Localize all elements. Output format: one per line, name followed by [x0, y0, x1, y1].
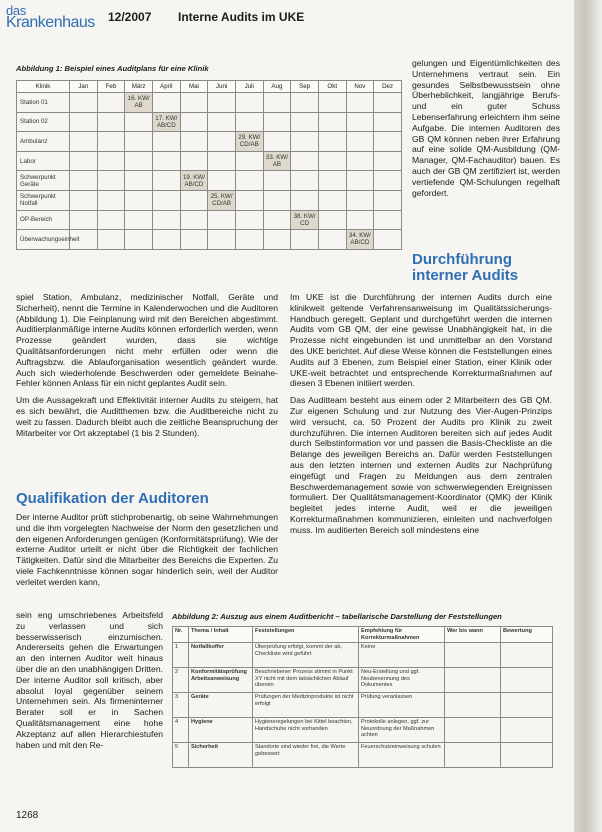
plan-column-header: Juli: [235, 81, 263, 93]
plan-column-header: Feb: [97, 81, 125, 93]
findings-cell-fest: Hygieneregelungen bei Kittel beachten, Handschuhe nicht vorhanden: [253, 718, 359, 743]
findings-cell-empf: Keine: [359, 643, 445, 668]
left-paragraph-1: spiel Station, Ambulanz, medizinischer Notfall, Geräte und Sicherheit), nennt die Termine in Kalenderwochen und die Auditoren (Abbildung 1). Die Feinplanung wird mit den Bereichen abgestimmt. Auditierplanmäßige interne Audits können erforderlich werden, wenn Prozesse geändert wurden, dass sie wichtige Qualitätsanforderungen nicht mehr erfüllen oder wenn die Auftragsbzw. die Ablauforganisation wesentlich geändert wurde. Auch sich wiederholende Beschwerden oder gemeldete Beinahe-Fehler können Anlass für ein nicht geplantes Audit sein.: [16, 292, 278, 389]
findings-cell-wer: [445, 718, 501, 743]
findings-column-header: Nr.: [173, 627, 189, 643]
plan-audit-slot: 38. KW/ CD: [291, 210, 319, 230]
plan-empty-cell: [70, 132, 98, 152]
plan-empty-cell: [208, 112, 236, 132]
plan-empty-cell: [152, 190, 180, 210]
right-paragraph-1: Im UKE ist die Durchführung der internen Audits durch eine klinikweit geltende Verfahrensanweisung im Qualitätssicherungs-Handbuch geregelt. Geplant und durchgeführt werden die internen Audits vom GB QM, der eine gewisse Unabhängigkeit hat, in die Prozesse nicht eingebunden ist und unmittelbar an den Vorstand des UKE berichtet. Auf diese Weise können die Feststellungen eines Audits auf 3 Ebenen, zum Beispiel einer Station, einer Klinik oder UKE-weit betrachtet und entsprechende Korrekturmaßnahmen auf diesen 3 Ebenen initiiert werden.: [290, 292, 552, 389]
plan-empty-cell: [374, 112, 402, 132]
plan-empty-cell: [70, 210, 98, 230]
findings-row: [173, 643, 553, 668]
plan-column-header: März: [125, 81, 153, 93]
magazine-logo: [6, 4, 95, 31]
plan-row: [17, 93, 402, 113]
findings-cell-bew: [501, 693, 553, 718]
plan-empty-cell: [152, 151, 180, 171]
plan-empty-cell: [374, 190, 402, 210]
plan-row: [17, 151, 402, 171]
left-paragraph-3: Der interne Auditor prüft stichprobenartig, ob seine Wahrnehmungen und die ihm vorgelegten Nachweise der Norm den gesetzlichen und den eigenen Anforderungen genügen (Konformitätsprüfung). Wie der externe Auditor urteilt er nicht über die Richtigkeit der fachlichen Tätigkeiten. Dafür sind die Mitarbeiter des Bereichs die Experten. Zu viele Fachkenntnisse können sogar hinderlich sein, weil der Auditor verleitet werden kann,: [16, 512, 278, 587]
plan-empty-cell: [208, 230, 236, 250]
plan-empty-cell: [125, 171, 153, 191]
plan-empty-cell: [97, 230, 125, 250]
plan-unit-label: Labor: [17, 151, 70, 171]
plan-audit-slot: 16. KW/ AB: [125, 93, 153, 113]
plan-empty-cell: [180, 210, 208, 230]
plan-empty-cell: [263, 171, 291, 191]
left-column-narrow: [16, 610, 163, 756]
plan-row: [17, 112, 402, 132]
plan-empty-cell: [263, 93, 291, 113]
plan-empty-cell: [346, 171, 374, 191]
findings-cell-wer: [445, 743, 501, 768]
findings-cell-nr: 1: [173, 643, 189, 668]
plan-empty-cell: [374, 132, 402, 152]
plan-empty-cell: [263, 132, 291, 152]
plan-empty-cell: [152, 93, 180, 113]
findings-cell-empf: Neu-Erstellung und ggf. Neubenennung des Dokumentes: [359, 668, 445, 693]
plan-empty-cell: [291, 93, 319, 113]
right-top-paragraph: gelungen und Eigentümlichkeiten des Unternehmens vertraut sein. Ein gesundes Selbstbewusstsein ohne Überheblichkeit, langjährige Berufs- und ein guter Schuss Lebenserfahrung erleichtern ihm seine Aufgabe. Die internen Auditoren des GB QM können neben ihrer Erfahrung auf eine solide QM-Ausbildung (QM-Manager, QM-Fachauditor) bauen. Es auch der GB QM zertifiziert ist, werden vertiefende QM-Schulungen regelhaft gefordert.: [412, 58, 560, 198]
plan-empty-cell: [263, 112, 291, 132]
plan-row: [17, 190, 402, 210]
plan-empty-cell: [152, 171, 180, 191]
plan-empty-cell: [97, 93, 125, 113]
plan-empty-cell: [70, 112, 98, 132]
findings-body: [173, 643, 553, 768]
plan-empty-cell: [374, 230, 402, 250]
plan-unit-label: OP-Bereich: [17, 210, 70, 230]
plan-empty-cell: [125, 151, 153, 171]
plan-empty-cell: [263, 190, 291, 210]
plan-unit-label: Schwerpunkt Notfall: [17, 190, 70, 210]
plan-empty-cell: [180, 190, 208, 210]
plan-empty-cell: [97, 112, 125, 132]
findings-cell-bew: [501, 743, 553, 768]
plan-empty-cell: [97, 132, 125, 152]
plan-column-header: Okt: [318, 81, 346, 93]
plan-empty-cell: [180, 112, 208, 132]
findings-cell-thema: Geräte: [189, 693, 253, 718]
plan-empty-cell: [180, 230, 208, 250]
findings-column-header: Bewertung: [501, 627, 553, 643]
findings-row: [173, 718, 553, 743]
findings-column-header: Empfehlung für Korrekturmaßnahmen: [359, 627, 445, 643]
plan-empty-cell: [263, 210, 291, 230]
section-heading-qualifikation: Qualifikation der Auditoren: [16, 490, 209, 507]
plan-empty-cell: [346, 132, 374, 152]
plan-column-header: Klinik: [17, 81, 70, 93]
plan-column-header: Sep: [291, 81, 319, 93]
findings-cell-nr: 3: [173, 693, 189, 718]
findings-cell-bew: [501, 718, 553, 743]
findings-cell-empf: Prüfung veranlassen: [359, 693, 445, 718]
plan-audit-slot: 25. KW/ CD/AB: [208, 190, 236, 210]
findings-column-header: Wer bis wann: [445, 627, 501, 643]
left-column-middle: [16, 512, 278, 594]
plan-empty-cell: [291, 112, 319, 132]
right-paragraph-2: Das Auditteam besteht aus einem oder 2 Mitarbeitern des GB QM. Zur eigenen Schulung und zur Nutzung des Vier-Augen-Prinzips wird versucht, ca. 50 Prozent der Audits pro Klinik zu zweit durchzuführen. Die internen Auditoren bereiten sich auf jedes Audit durch Selbstinformation vor und passen die Basis-Checkliste an die Belange des jeweiligen Bereichs an. Dafür werden Feststellungen aus den letzten internen und externen Audits zur Nachprüfung eingefügt und Fragen zu Meldungen aus dem zentralen Beschwerdemanagement sowie von schwerwiegenden Ereignissen formuliert. Der Qualitätsmanagement-Koordinator (QMK) der Klinik begleitet jedes interne Audit, weil er die jeweiligen Korrekturmaßnahmen kommunizieren, einleiten und nachverfolgen muss. Im auditierten Bereich soll mindestens eine: [290, 395, 552, 535]
left-paragraph-2: Um die Aussagekraft und Effektivität interner Audits zu steigern, hat es sich bewährt, die Auditthemen bzw. die Auditbereiche nicht zu weit zu fassen. Dadurch bleibt auch die zeitliche Beanspruchung der Mitarbeiter vor Ort akzeptabel (1 bis 2 Stunden).: [16, 395, 278, 438]
logo-line-1: das: [6, 3, 27, 18]
plan-column-header: Juni: [208, 81, 236, 93]
plan-empty-cell: [235, 210, 263, 230]
findings-column-header: Feststellungen: [253, 627, 359, 643]
plan-empty-cell: [208, 171, 236, 191]
plan-empty-cell: [291, 230, 319, 250]
plan-empty-cell: [235, 151, 263, 171]
plan-empty-cell: [180, 151, 208, 171]
plan-empty-cell: [318, 230, 346, 250]
plan-empty-cell: [318, 151, 346, 171]
findings-cell-nr: 4: [173, 718, 189, 743]
plan-empty-cell: [125, 132, 153, 152]
issue-number: 12/2007: [108, 10, 152, 24]
plan-column-header: Dez: [374, 81, 402, 93]
plan-empty-cell: [70, 93, 98, 113]
section-heading-durchfuehrung: Durchführung interner Audits: [412, 251, 519, 284]
plan-empty-cell: [346, 190, 374, 210]
findings-cell-wer: [445, 693, 501, 718]
findings-cell-thema: Notfallkoffer: [189, 643, 253, 668]
logo-line-2: Krankenhaus: [6, 14, 95, 31]
plan-empty-cell: [235, 171, 263, 191]
audit-plan-table: [16, 80, 402, 250]
plan-empty-cell: [374, 93, 402, 113]
plan-empty-cell: [208, 132, 236, 152]
plan-empty-cell: [208, 93, 236, 113]
plan-empty-cell: [346, 210, 374, 230]
plan-unit-label: Überwachungseinheit: [17, 230, 70, 250]
plan-row: [17, 210, 402, 230]
findings-cell-thema: Konformitätsprüfung Arbeitsanweisung: [189, 668, 253, 693]
plan-empty-cell: [318, 112, 346, 132]
plan-empty-cell: [235, 190, 263, 210]
right-column: [290, 292, 552, 542]
findings-cell-nr: 2: [173, 668, 189, 693]
findings-cell-fest: Standorte sind wieder frei, die Werte gebessert: [253, 743, 359, 768]
findings-cell-bew: [501, 668, 553, 693]
figure1-caption: Abbildung 1: Beispiel eines Auditplans für eine Klinik: [16, 64, 209, 73]
findings-header-row: [173, 627, 553, 643]
plan-empty-cell: [291, 190, 319, 210]
plan-empty-cell: [125, 112, 153, 132]
plan-empty-cell: [125, 230, 153, 250]
plan-column-header: Mai: [180, 81, 208, 93]
plan-empty-cell: [346, 112, 374, 132]
findings-cell-fest: Überprüfung erfolgt, kommt der ab, Checkliste wird geführt: [253, 643, 359, 668]
findings-cell-wer: [445, 643, 501, 668]
plan-empty-cell: [180, 93, 208, 113]
findings-cell-nr: 5: [173, 743, 189, 768]
plan-empty-cell: [208, 210, 236, 230]
plan-empty-cell: [152, 230, 180, 250]
plan-audit-slot: 17. KW/ AB/CD: [152, 112, 180, 132]
plan-empty-cell: [318, 93, 346, 113]
right-top-column: [412, 58, 560, 204]
plan-empty-cell: [152, 132, 180, 152]
plan-unit-label: Station 02: [17, 112, 70, 132]
plan-unit-label: Station 01: [17, 93, 70, 113]
plan-audit-slot: 33. KW/ AB: [263, 151, 291, 171]
plan-empty-cell: [318, 171, 346, 191]
plan-empty-cell: [97, 151, 125, 171]
plan-empty-cell: [97, 171, 125, 191]
plan-column-header: April: [152, 81, 180, 93]
plan-unit-label: Ambulanz: [17, 132, 70, 152]
plan-empty-cell: [318, 210, 346, 230]
findings-cell-thema: Sicherheit: [189, 743, 253, 768]
plan-empty-cell: [70, 190, 98, 210]
left-paragraph-4: sein eng umschriebenes Arbeitsfeld zu verlassen und sich besserwisserisch einzumischen. Andererseits gehen die Erwartungen an den internen Auditor weit hinaus über die an den unabhängigen Dritten. Der interne Auditor soll kritisch, aber absolut loyal gegenüber seinem Unternehmen sein. Als firmeninterner Berater soll er in Sachen Qualitätsmanagement eine hohe Akzeptanz auf allen Hierarchiestufen haben und mit den Re-: [16, 610, 163, 750]
findings-row: [173, 743, 553, 768]
plan-empty-cell: [70, 151, 98, 171]
plan-empty-cell: [152, 210, 180, 230]
plan-empty-cell: [374, 151, 402, 171]
plan-empty-cell: [97, 190, 125, 210]
left-column-top: [16, 292, 278, 444]
plan-row: [17, 230, 402, 250]
findings-row: [173, 693, 553, 718]
plan-empty-cell: [208, 151, 236, 171]
page-number: 1268: [16, 810, 39, 821]
findings-column-header: Thema / Inhalt: [189, 627, 253, 643]
audit-findings-table: [172, 626, 553, 768]
findings-cell-wer: [445, 668, 501, 693]
plan-empty-cell: [318, 190, 346, 210]
findings-cell-bew: [501, 643, 553, 668]
plan-empty-cell: [97, 210, 125, 230]
plan-row: [17, 132, 402, 152]
plan-audit-slot: 29. KW/ CD/AB: [235, 132, 263, 152]
plan-empty-cell: [291, 132, 319, 152]
adjacent-page-edge: [574, 0, 602, 832]
findings-row: [173, 668, 553, 693]
plan-unit-label: Schwerpunkt Geräte: [17, 171, 70, 191]
findings-cell-fest: Beschriebener Prozess stimmt in Punkt XY nicht mit dem tatsächlichen Ablauf überein: [253, 668, 359, 693]
findings-cell-fest: Prüfungen der Medizinprodukte ist nicht erfolgt: [253, 693, 359, 718]
audit-plan-body: [17, 93, 402, 250]
plan-empty-cell: [70, 171, 98, 191]
findings-cell-empf: Protokolle anlegen, ggf. zur Neuordnung der Maßnahmen achten: [359, 718, 445, 743]
plan-empty-cell: [235, 230, 263, 250]
plan-row: [17, 171, 402, 191]
plan-column-header: Jan: [70, 81, 98, 93]
findings-cell-empf: Feuerschutzeinweisung schulen: [359, 743, 445, 768]
plan-empty-cell: [235, 93, 263, 113]
plan-empty-cell: [263, 230, 291, 250]
plan-empty-cell: [318, 132, 346, 152]
findings-cell-thema: Hygiene: [189, 718, 253, 743]
plan-audit-slot: 34. KW/ AB/CD: [346, 230, 374, 250]
plan-empty-cell: [180, 132, 208, 152]
audit-plan-header-row: [17, 81, 402, 93]
plan-empty-cell: [374, 210, 402, 230]
plan-empty-cell: [125, 190, 153, 210]
plan-column-header: Nov: [346, 81, 374, 93]
plan-empty-cell: [346, 151, 374, 171]
plan-column-header: Aug: [263, 81, 291, 93]
plan-audit-slot: 19. KW/ AB/CD: [180, 171, 208, 191]
plan-empty-cell: [235, 112, 263, 132]
plan-empty-cell: [291, 171, 319, 191]
running-title: Interne Audits im UKE: [178, 10, 305, 24]
figure2-caption: Abbildung 2: Auszug aus einem Auditbericht – tabellarische Darstellung der Feststellungen: [172, 612, 502, 621]
plan-empty-cell: [374, 171, 402, 191]
plan-empty-cell: [125, 210, 153, 230]
plan-empty-cell: [291, 151, 319, 171]
plan-empty-cell: [346, 93, 374, 113]
